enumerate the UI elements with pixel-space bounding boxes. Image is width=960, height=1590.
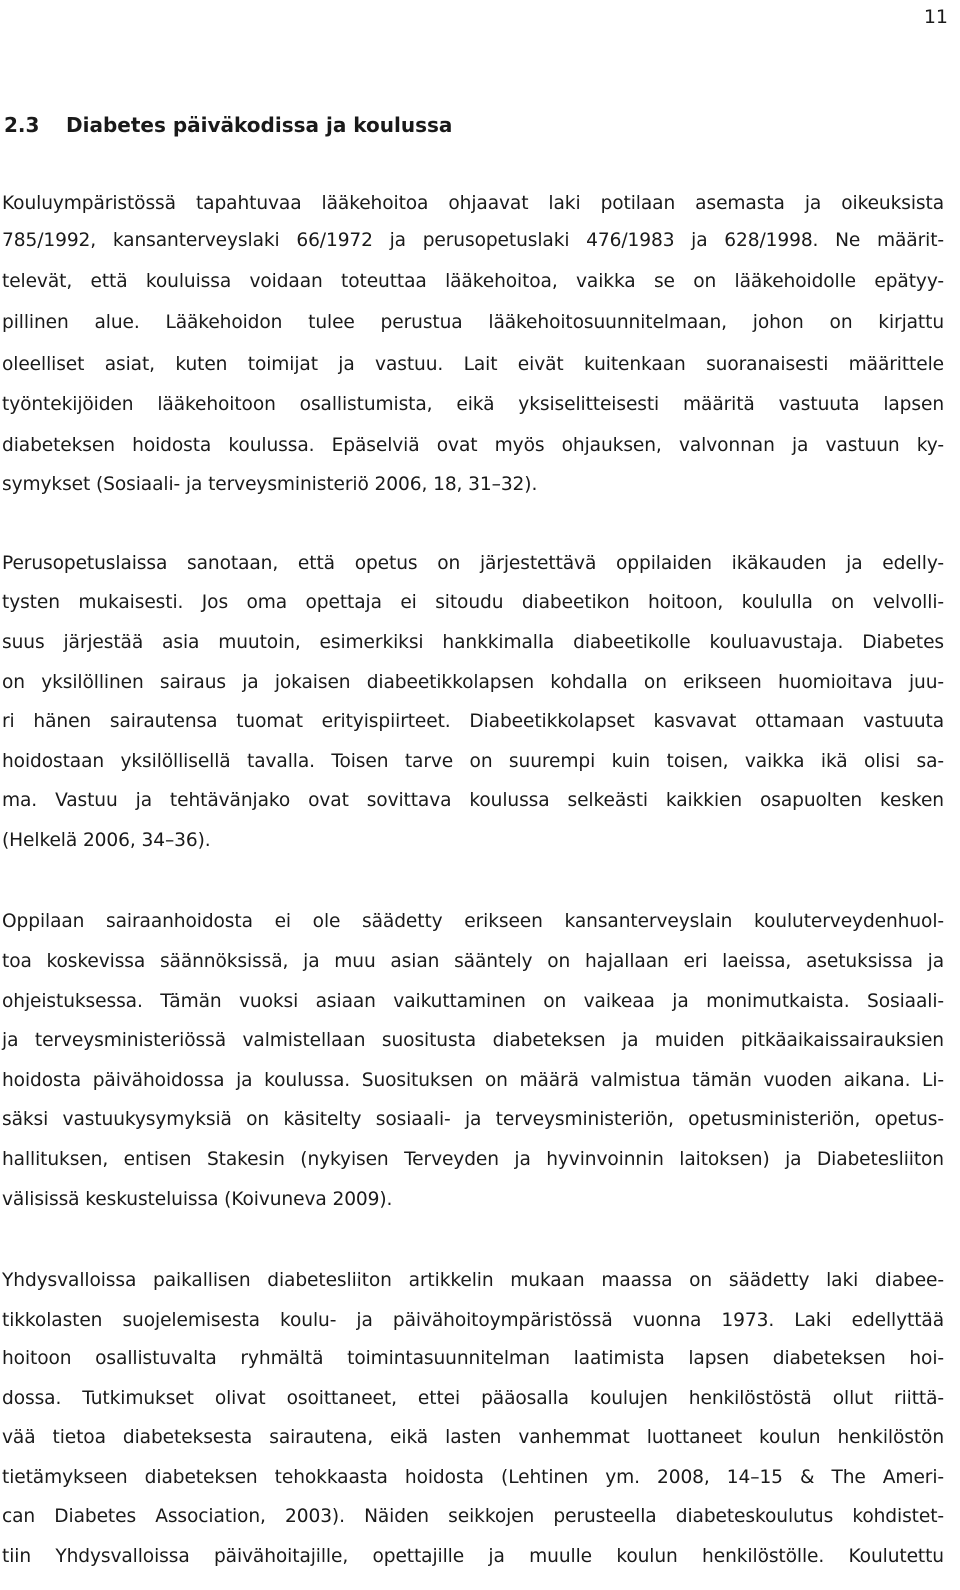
paragraph-line: säksi vastuukysymyksiä on käsitelty sosiaali- ja terveysministeriön, opetusministeriön, opetus- xyxy=(2,1109,944,1130)
section-heading xyxy=(4,108,452,142)
paragraph-line: tikkolasten suojelemisesta koulu- ja päivähoitoympäristössä vuonna 1973. Laki edellyttää xyxy=(2,1310,944,1331)
paragraph-line: hoidosta päivähoidossa ja koulussa. Suosituksen on määrä valmistua tämän vuoden aikana. Li- xyxy=(2,1070,944,1091)
page-number: 11 xyxy=(923,6,948,28)
paragraph-line: ohjeistuksessa. Tämän vuoksi asiaan vaikuttaminen on vaikeaa ja monimutkaista. Sosiaali- xyxy=(2,991,944,1012)
paragraph-line: ri hänen sairautensa tuomat erityispiirteet. Diabeetikkolapset kasvavat ottamaan vastuuta xyxy=(2,711,944,732)
paragraph-line: vää tietoa diabeteksesta sairautena, eikä lasten vanhemmat luottaneet koulun henkilöstön xyxy=(2,1427,944,1448)
paragraph-line: pillinen alue. Lääkehoidon tulee perustua lääkehoitosuunnitelmaan, johon on kirjattu xyxy=(2,312,944,333)
paragraph-line: on yksilöllinen sairaus ja jokaisen diabeetikkolapsen kohdalla on erikseen huomioitava juu- xyxy=(2,672,944,693)
paragraph-line: tysten mukaisesti. Jos oma opettaja ei sitoudu diabeetikon hoitoon, koululla on velvolli- xyxy=(2,592,944,613)
paragraph-line: tiin Yhdysvalloissa päivähoitajille, opettajille ja muulle koulun henkilöstölle. Koulutettu xyxy=(2,1546,944,1567)
section-title: Diabetes päiväkodissa ja koulussa xyxy=(66,113,453,137)
paragraph-line: hoitoon osallistuvalta ryhmältä toimintasuunnitelman laatimista lapsen diabeteksen hoi- xyxy=(2,1348,944,1369)
paragraph-line: Kouluympäristössä tapahtuvaa lääkehoitoa ohjaavat laki potilaan asemasta ja oikeuksista xyxy=(2,193,944,214)
paragraph-line: (Helkelä 2006, 34–36). xyxy=(2,830,211,851)
section-number: 2.3 xyxy=(4,113,40,137)
paragraph-line: dossa. Tutkimukset olivat osoittaneet, ettei pääosalla koulujen henkilöstöstä ollut riittä- xyxy=(2,1388,944,1409)
paragraph-line: televät, että kouluissa voidaan toteuttaa lääkehoitoa, vaikka se on lääkehoidolle epätyy- xyxy=(2,271,944,292)
paragraph-line: ja terveysministeriössä valmistellaan suositusta diabeteksen ja muiden pitkäaikaissairauksien xyxy=(2,1030,944,1051)
paragraph-line: toa koskevissa säännöksissä, ja muu asian sääntely on hajallaan eri laeissa, asetuksissa ja xyxy=(2,951,944,972)
paragraph-line: diabeteksen hoidosta koulussa. Epäselviä ovat myös ohjauksen, valvonnan ja vastuun ky- xyxy=(2,435,944,456)
paragraph-line: tietämykseen diabeteksen tehokkaasta hoidosta (Lehtinen ym. 2008, 14–15 & The Ameri- xyxy=(2,1467,944,1488)
paragraph-line: Oppilaan sairaanhoidosta ei ole säädetty erikseen kansanterveyslain kouluterveydenhuol- xyxy=(2,911,944,932)
paragraph-line: Perusopetuslaissa sanotaan, että opetus on järjestettävä oppilaiden ikäkauden ja edelly- xyxy=(2,553,944,574)
paragraph-line: 785/1992, kansanterveyslaki 66/1972 ja perusopetuslaki 476/1983 ja 628/1998. Ne määrit- xyxy=(2,230,944,251)
paragraph-line: välisissä keskusteluissa (Koivuneva 2009). xyxy=(2,1189,393,1210)
paragraph-line: suus järjestää asia muutoin, esimerkiksi hankkimalla diabeetikolle kouluavustaja. Diabetes xyxy=(2,632,944,653)
paragraph-line: työntekijöiden lääkehoitoon osallistumista, eikä yksiselitteisesti määritä vastuuta lapsen xyxy=(2,394,944,415)
paragraph-line: ma. Vastuu ja tehtävänjako ovat sovittava koulussa selkeästi kaikkien osapuolten kesken xyxy=(2,790,944,811)
paragraph-line: oleelliset asiat, kuten toimijat ja vastuu. Lait eivät kuitenkaan suoranaisesti määrittele xyxy=(2,354,944,375)
paragraph-line: hoidostaan yksilöllisellä tavalla. Toisen tarve on suurempi kuin toisen, vaikka ikä olisi sa- xyxy=(2,751,944,772)
paragraph-line: Yhdysvalloissa paikallisen diabetesliiton artikkelin mukaan maassa on säädetty laki diabee- xyxy=(2,1270,944,1291)
paragraph-line: symykset (Sosiaali- ja terveysministeriö 2006, 18, 31–32). xyxy=(2,474,538,495)
paragraph-line: can Diabetes Association, 2003). Näiden seikkojen perusteella diabeteskoulutus kohdistet- xyxy=(2,1506,944,1527)
paragraph-line: hallituksen, entisen Stakesin (nykyisen Terveyden ja hyvinvoinnin laitoksen) ja Diabetesliiton xyxy=(2,1149,944,1170)
